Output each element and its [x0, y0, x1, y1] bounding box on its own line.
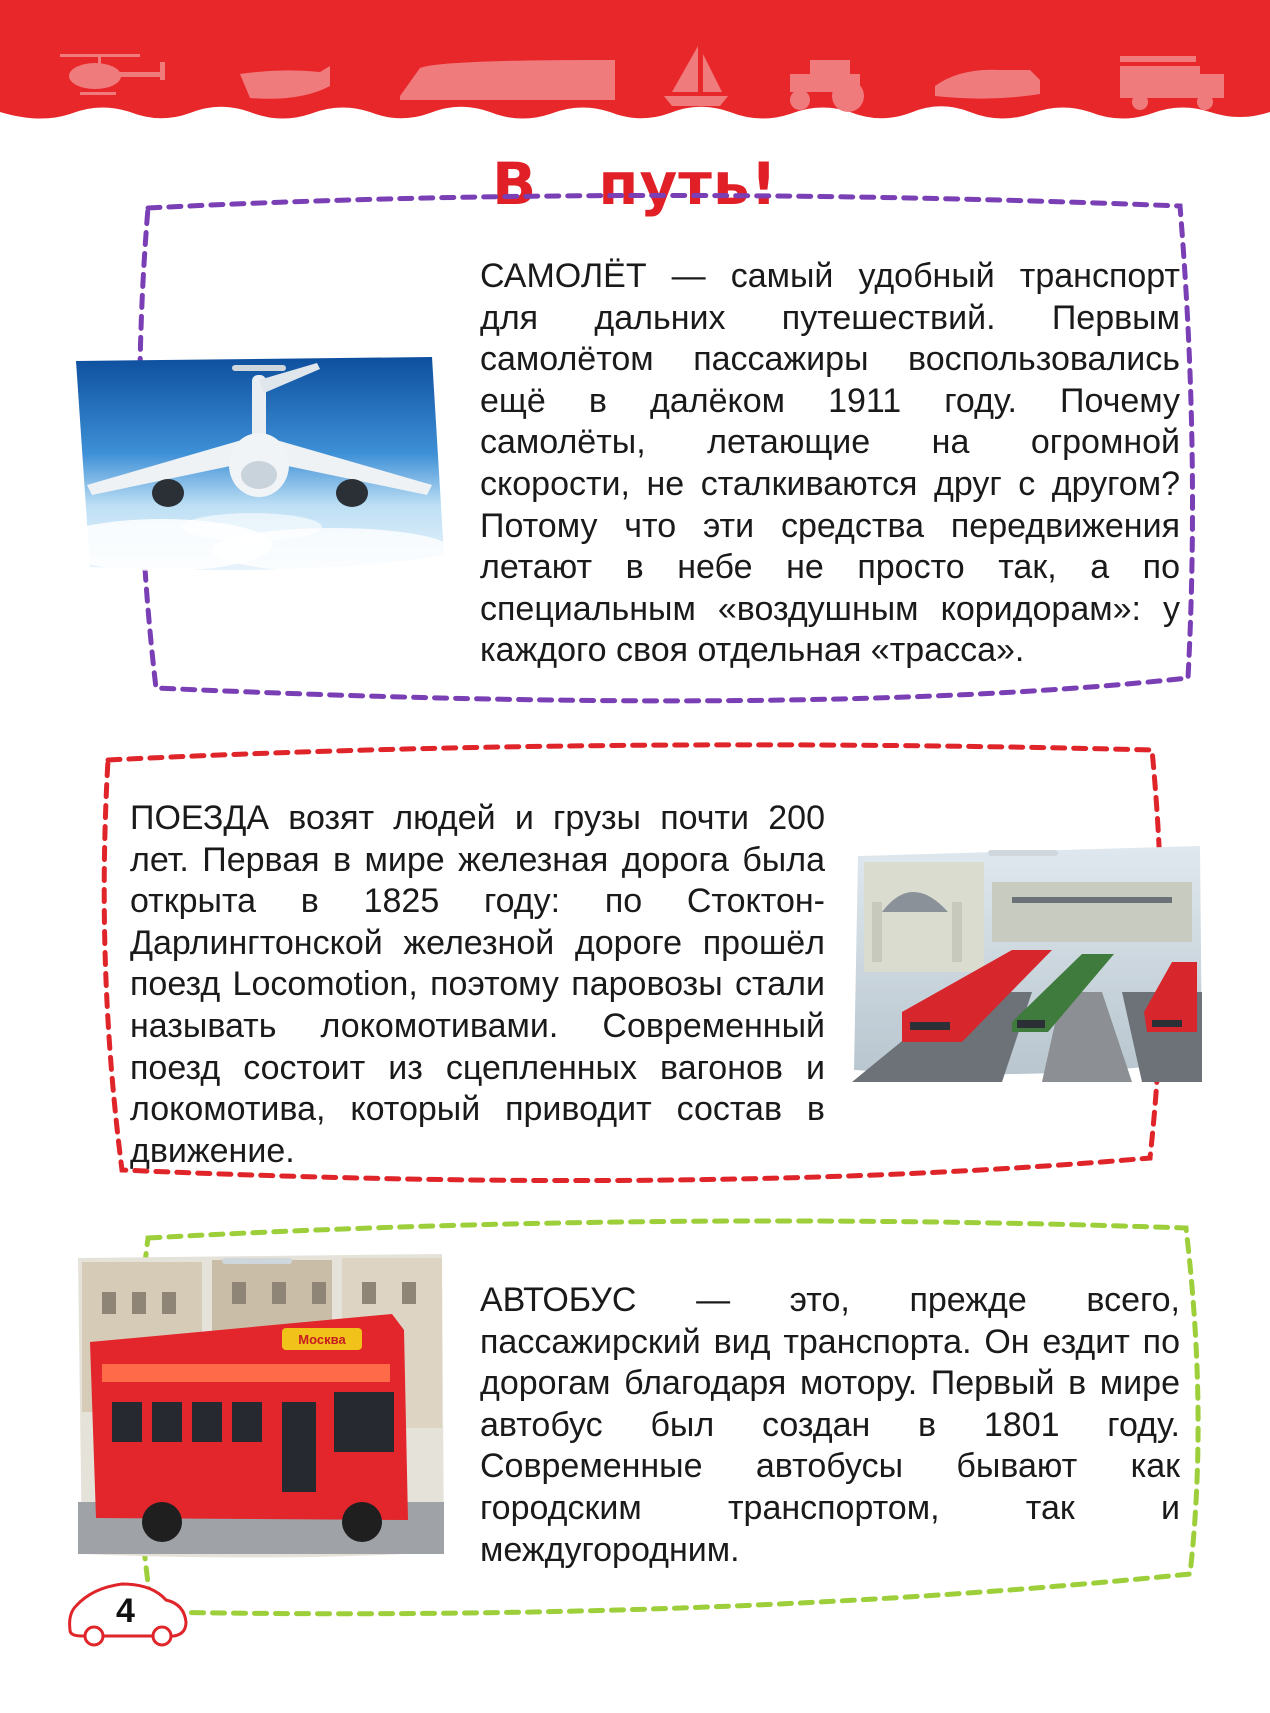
airplane-photo [72, 355, 452, 580]
tractor-icon [790, 60, 864, 112]
firetruck-icon [1120, 56, 1224, 110]
train-icon [400, 60, 615, 100]
sailboat-icon [664, 46, 728, 106]
speedboat-icon [935, 70, 1040, 99]
page-title: В путь! [491, 150, 779, 218]
helicopter-icon [60, 54, 165, 95]
page-number-badge [62, 1570, 192, 1650]
bus-text: АВТОБУС — это, прежде всего, пассажирский вид транспорта. Он ездит по дорогам благодаря мотору. Первый в мире автобус был создан в 1801 году. Современные автобусы бывают как городским транспортом, так и междугородним. [480, 1281, 1180, 1569]
page-number: 4 [116, 1592, 135, 1630]
transport-silhouettes [0, 40, 1270, 120]
train-photo [852, 842, 1207, 1087]
train-text: ПОЕЗДА возят людей и грузы почти 200 лет. Первая в мире железная дорога была открыта в 1825 году: по Стоктон-Дарлингтонской железной дороге прошёл поезд Locomotion, поэтому паровозы стали называть локомотивами. Современный поезд состоит из сцепленных вагонов и локомотива, который приводит состав в движение. [130, 799, 825, 1170]
bus-sign-text: Москва [298, 1332, 346, 1347]
bus-photo [72, 1252, 452, 1562]
airplane-text: САМОЛЁТ — самый удобный транспорт для дальних путешествий. Первым самолётом пассажиры воспользовались ещё в далёком 1911 году. Почему самолёты, летающие на огромной скорости, не сталкиваются друг с другом? Потому что эти средства передвижения летают в небе не просто так, а по специальным «воздушным коридорам»: у каждого своя отдельная «трасса». [480, 257, 1180, 670]
boat-icon [240, 66, 330, 99]
